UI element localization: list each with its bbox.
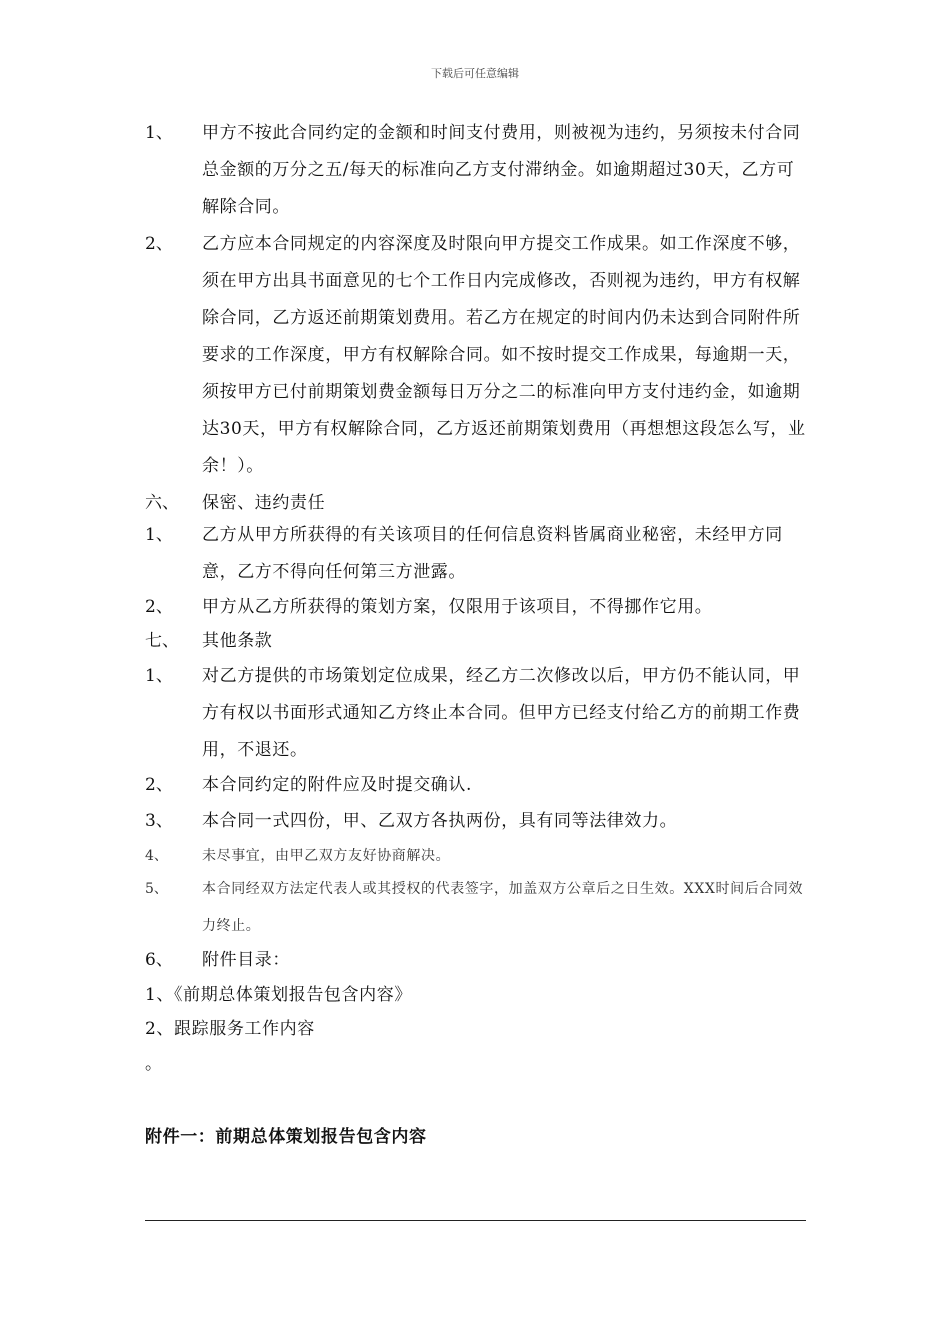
appendix-list-item: 2、跟踪服务工作内容 bbox=[145, 1019, 315, 1039]
clause-number: 6、 bbox=[145, 950, 173, 970]
clause-text: 乙方从甲方所获得的有关该项目的任何信息资料皆属商业秘密，未经甲方同意，乙方不得向任何第三方泄露。 bbox=[202, 525, 783, 582]
clause-text: 未尽事宜，由甲乙双方友好协商解决。 bbox=[202, 848, 451, 864]
clause-text: 甲方不按此合同约定的金额和时间支付费用，则被视为违约，另须按未付合同总金额的万分之五/每天的标准向乙方支付滞纳金。如逾期超过30天，乙方可解除合同。 bbox=[202, 123, 801, 217]
clause-number: 2、 bbox=[145, 234, 173, 254]
clause-text: 本合同约定的附件应及时提交确认. bbox=[202, 775, 473, 795]
page-header: 下载后可任意编辑 bbox=[431, 67, 519, 80]
clause-number: 3、 bbox=[145, 811, 173, 831]
clause-text: 对乙方提供的市场策划定位成果，经乙方二次修改以后，甲方仍不能认同，甲方有权以书面形式通知乙方终止本合同。但甲方已经支付给乙方的前期工作费用，不退还。 bbox=[202, 666, 801, 760]
section-number: 七、 bbox=[145, 631, 179, 651]
section-number: 六、 bbox=[145, 493, 179, 513]
appendix-list-item: 1、《前期总体策划报告包含内容》 bbox=[145, 985, 412, 1005]
clause-number: 1、 bbox=[145, 666, 173, 686]
clause-text: 本合同经双方法定代表人或其授权的代表签字，加盖双方公章后之日生效。XXX时间后合同效力终止。 bbox=[202, 881, 804, 934]
clause-text: 本合同一式四份，甲、乙双方各执两份，具有同等法律效力。 bbox=[202, 811, 678, 831]
section-title: 保密、违约责任 bbox=[202, 493, 326, 513]
clause-number: 5、 bbox=[145, 881, 168, 897]
trailing-mark: 。 bbox=[145, 1054, 163, 1074]
clause-number: 4、 bbox=[145, 848, 168, 864]
clause-number: 1、 bbox=[145, 525, 173, 545]
section-title: 其他条款 bbox=[202, 631, 273, 651]
clause-text: 甲方从乙方所获得的策划方案，仅限用于该项目，不得挪作它用。 bbox=[202, 597, 713, 617]
divider-line bbox=[145, 1220, 806, 1221]
attachment-title: 附件一：前期总体策划报告包含内容 bbox=[145, 1127, 427, 1147]
clause-number: 1、 bbox=[145, 123, 173, 143]
clause-number: 2、 bbox=[145, 775, 173, 795]
clause-number: 2、 bbox=[145, 597, 173, 617]
clause-text: 乙方应本合同规定的内容深度及时限向甲方提交工作成果。如工作深度不够，须在甲方出具书面意见的七个工作日内完成修改，否则视为违约，甲方有权解除合同，乙方返还前期策划费用。若乙方在规定的时间内仍未达到合同附件所要求的工作深度，甲方有权解除合同。如不按时提交工作成果，每逾期一天，须按甲方已付前期策划费金额每日万分之二的标准向甲方支付违约金，如逾期达30天，甲方有权解除合同，乙方返还前期策划费用（再想想这段怎么写，业余！）。 bbox=[202, 234, 806, 476]
clause-text: 附件目录： bbox=[202, 950, 290, 970]
